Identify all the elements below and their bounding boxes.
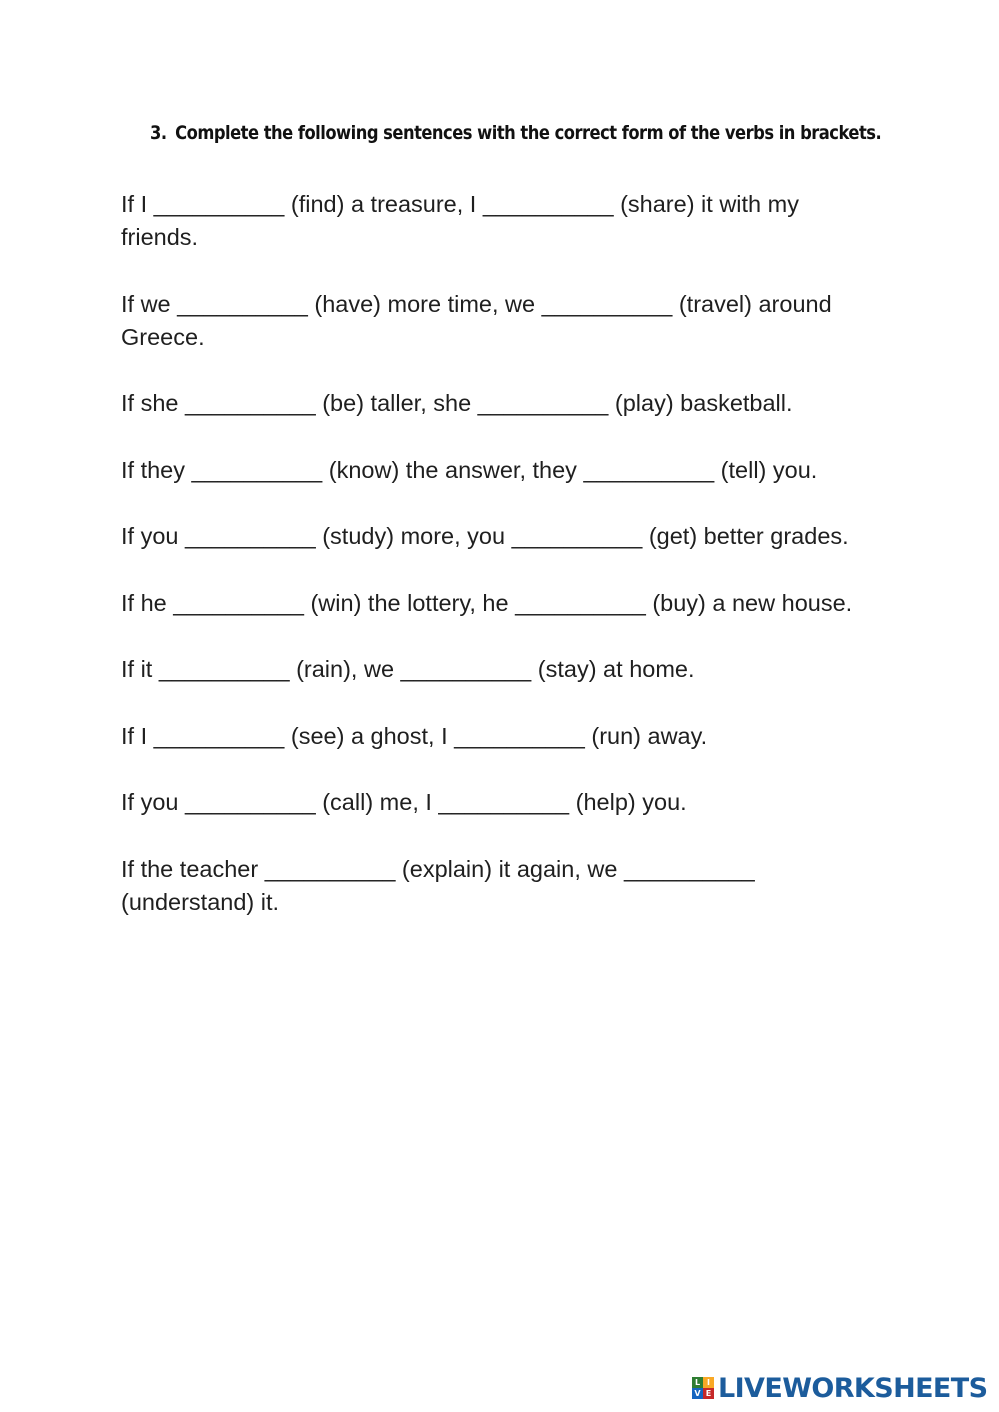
instruction-text: Complete the following sentences with the correct form of the verbs in brackets. xyxy=(175,122,882,144)
logo-mark-letter: I xyxy=(703,1377,714,1388)
logo-mark-letter: E xyxy=(703,1388,714,1399)
sentence-item: If it __________ (rain), we __________ (stay) at home. xyxy=(121,656,695,682)
sentence-item: If you __________ (study) more, you __________ (get) better grades. xyxy=(121,523,849,549)
sentence-item: If the teacher __________ (explain) it again, we __________ (understand) it. xyxy=(121,855,755,915)
sentence-item: If they __________ (know) the answer, they __________ (tell) you. xyxy=(121,456,818,483)
sentence-item: If we __________ (have) more time, we __________ (travel) around Greece. xyxy=(121,290,832,350)
exercise-instruction xyxy=(150,122,882,144)
sentence-item: If I __________ (find) a treasure, I __________ (share) it with my friends. xyxy=(121,191,799,250)
sentence-item: If I __________ (see) a ghost, I __________ (run) away. xyxy=(121,722,708,749)
sentence-item: If you __________ (call) me, I __________ (help) you. xyxy=(121,789,687,815)
logo-mark-icon xyxy=(692,1377,714,1399)
logo-mark-letter: L xyxy=(692,1377,703,1388)
sentence-item: If she __________ (be) taller, she __________ (play) basketball. xyxy=(121,390,793,416)
liveworksheets-logo xyxy=(692,1372,987,1404)
sentence-item: If he __________ (win) the lottery, he __________ (buy) a new house. xyxy=(121,589,853,616)
logo-mark-letter: V xyxy=(692,1388,703,1399)
logo-text: LIVEWORKSHEETS xyxy=(718,1372,988,1404)
sentence-list xyxy=(121,188,881,952)
exercise-number: 3. xyxy=(150,122,167,144)
